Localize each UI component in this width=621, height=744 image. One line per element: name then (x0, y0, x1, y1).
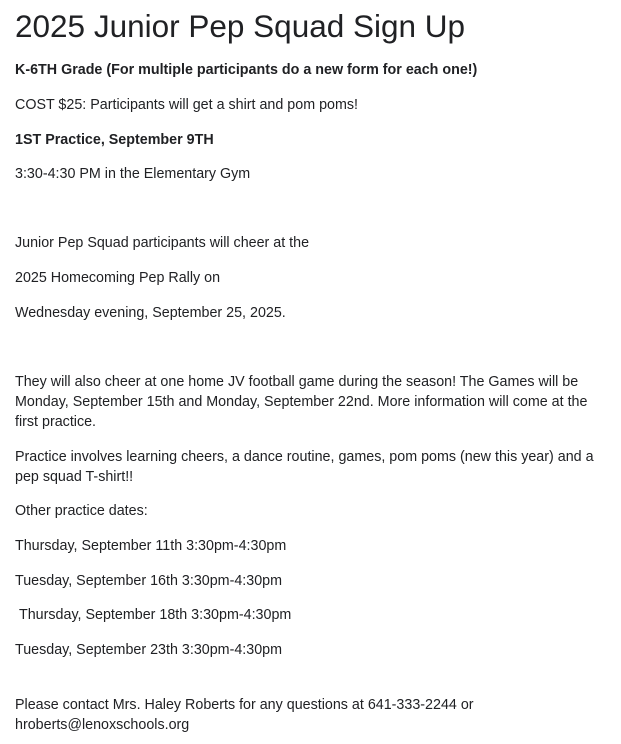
form-title: 2025 Junior Pep Squad Sign Up (15, 8, 466, 44)
cheer-line-3: Wednesday evening, September 25, 2025. (15, 305, 286, 321)
practice-paragraph: Practice involves learning cheers, a dance routine, games, pom poms (new this year) and a pep squad T-shirt!! (15, 449, 594, 485)
grade-note: K-6TH Grade (For multiple participants do a new form for each one!) (15, 62, 478, 78)
practice-time-text: 3:30-4:30 PM in the Elementary Gym (15, 166, 251, 182)
other-dates-label: Other practice dates: (15, 503, 148, 519)
cost-text: COST $25: Participants will get a shirt and pom poms! (15, 97, 359, 113)
practice-date-item: Thursday, September 18th 3:30pm-4:30pm (19, 607, 292, 623)
practice-date-item: Thursday, September 11th 3:30pm-4:30pm (15, 538, 287, 554)
practice-date-item: Tuesday, September 23th 3:30pm-4:30pm (15, 642, 283, 658)
contact-text: Please contact Mrs. Haley Roberts for any questions at 641-333-2244 or hroberts@lenoxschools.org (15, 697, 474, 733)
practice-date-item: Tuesday, September 16th 3:30pm-4:30pm (15, 573, 283, 589)
cheer-line-1: Junior Pep Squad participants will cheer at the (15, 235, 310, 251)
cheer-line-2: 2025 Homecoming Pep Rally on (15, 270, 221, 286)
first-practice-text: 1ST Practice, September 9TH (15, 132, 214, 148)
games-paragraph: They will also cheer at one home JV football game during the season! The Games will be Monday, September 15th and Monday, September 22nd. More information will come at the first practice. (15, 374, 588, 430)
